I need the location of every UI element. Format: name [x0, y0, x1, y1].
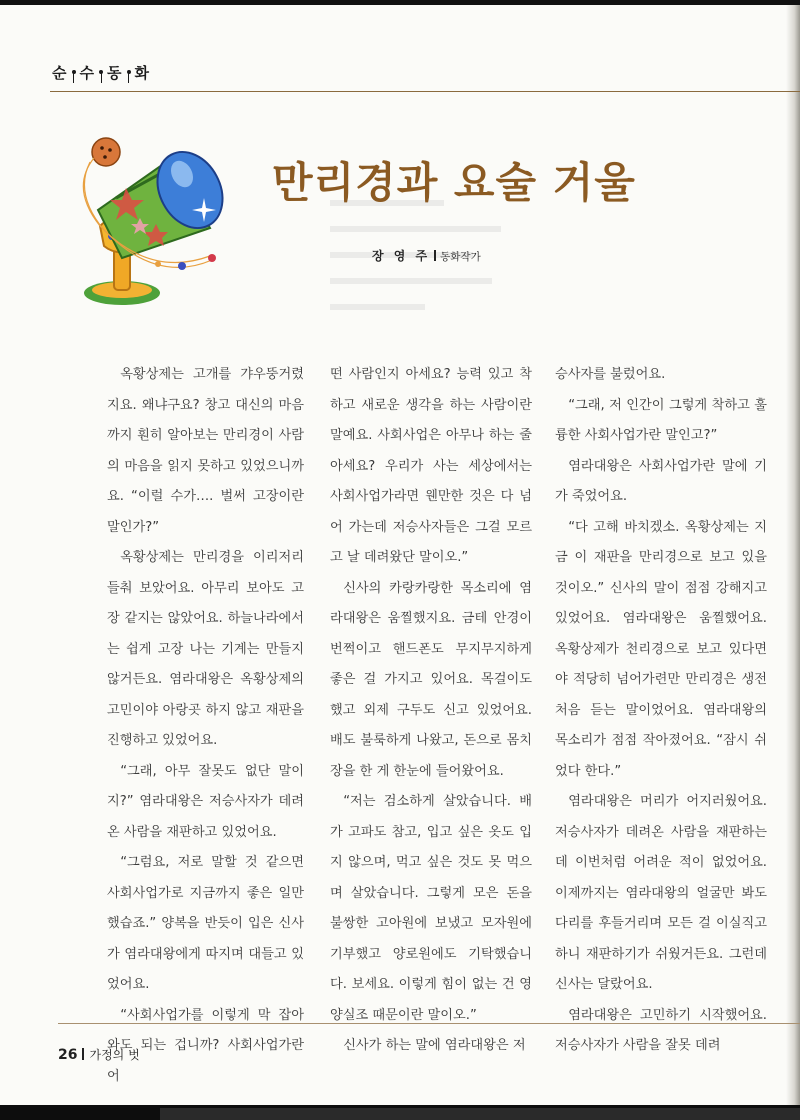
header-rule [50, 91, 800, 92]
paragraph: 옥황상제는 만리경을 이리저리 들춰 보았어요. 아무리 보아도 고장 같지는 않았어요. 하늘나라에서는 쉽게 고장 나는 기계는 만들지 않거든요. 염라대왕은 옥황상제의 고민이야 아랑곳 하지 않고 재판을 진행하고 있었어요. [107, 550, 304, 748]
section-char: 동 [107, 64, 123, 82]
author-role: 동화작가 [440, 251, 481, 263]
page-footer [58, 1046, 140, 1063]
show-through-text [330, 200, 520, 340]
paragraph: 염라대왕은 머리가 어지러웠어요. 저승사자가 데려온 사람을 재판하는 데 이번처럼 어려운 적이 없었어요. 이제까지는 염라대왕의 얼굴만 봐도 다리를 후들거리며 모든 걸 이실직고하니 재판하기가 쉬웠거든요. 그런데 신사는 달랐어요. [555, 794, 767, 992]
paragraph: 신사의 카랑카랑한 목소리에 염라대왕은 움찔했지요. 금테 안경이 번쩍이고 핸드폰도 무지무지하게 좋은 걸 가지고 있어요. 목걸이도 했고 외제 구두도 신고 있었어요. 배도 불룩하게 나왔고, 돈으로 몸치장을 한 게 한눈에 들어왔어요. [330, 580, 532, 779]
article-title: 만리경과 요술 거울 [272, 158, 636, 207]
article-column-2 [330, 360, 532, 1062]
scan-strip [160, 1108, 800, 1120]
dot-divider-icon [68, 67, 80, 81]
paragraph: “사회사업가를 이렇게 막 잡아와도 되는 겁니까? 사회사업가란 어 [107, 1007, 304, 1084]
magazine-name: 가정의 벗 [89, 1048, 140, 1062]
dot-divider-icon [123, 67, 135, 81]
article-column-3 [555, 360, 767, 1062]
paragraph: “저는 검소하게 살았습니다. 배가 고파도 참고, 입고 싶은 옷도 입지 않으며, 먹고 싶은 것도 못 먹으며 살았습니다. 그렇게 모은 돈을 불쌍한 고아원에 보냈고 모자원에 기부했고 양로원에도 기탁했습니다. 보세요. 이렇게 힘이 없는 건 영양실조 때문이란 말이오.” [330, 794, 532, 1023]
section-char: 수 [79, 64, 95, 82]
scan-border [0, 1105, 800, 1120]
section-char: 순 [52, 64, 68, 82]
paragraph: 신사가 하는 말에 염라대왕은 저 [343, 1038, 526, 1053]
page-edge-shadow [786, 5, 800, 1105]
paragraph: “다 고해 바치겠소. 옥황상제는 지금 이 재판을 만리경으로 보고 있을 것이오.” 신사의 말이 점점 강해지고 있었어요. 염라대왕은 움찔했어요. 옥황상제가 천리경으로 보고 있다면야 적당히 넘어가련만 만리경은 생전 처음 듣는 말이었어요. 염라대왕의 목소리가 점점 작아졌어요. “잠시 쉬었다 한다.” [555, 519, 767, 779]
author-name: 장 영 주 [372, 249, 431, 263]
byline-separator [434, 250, 436, 261]
footer-rule [58, 1023, 800, 1024]
paragraph: 옥황상제는 고개를 갸우뚱거렸지요. 왜냐구요? 창고 대신의 마음까지 훤히 알아보는 만리경이 사람의 마음을 읽지 못하고 있었으니까요. “이럴 수가…. 벌써 고장이란 말인가?” [107, 367, 304, 535]
page-number: 26 [58, 1047, 78, 1063]
byline [372, 247, 481, 264]
section-label [52, 62, 150, 83]
telescope-icon [60, 128, 230, 313]
article-column-1 [107, 360, 304, 1092]
paragraph: “그럼요, 저로 말할 것 같으면 사회사업가로 지금까지 좋은 일만 했습죠.” 양복을 반듯이 입은 신사가 염라대왕에게 따지며 대들고 있었어요. [107, 855, 304, 992]
paragraph: 떤 사람인지 아세요? 능력 있고 착하고 새로운 생각을 하는 사람이란 말예요. 사회사업은 아무나 하는 줄 아세요? 우리가 사는 세상에서는 사회사업가라면 웬만한 것은 다 넘어 가는데 저승사자들은 그걸 모르고 날 데려왔단 말이오.” [330, 367, 532, 565]
paragraph: “그래, 아무 잘못도 없단 말이지?” 염라대왕은 저승사자가 데려온 사람을 재판하고 있었어요. [107, 763, 304, 840]
footer-separator [82, 1048, 84, 1060]
section-char: 화 [134, 64, 150, 82]
dot-divider-icon [95, 67, 107, 81]
paragraph: “그래, 저 인간이 그렇게 착하고 훌륭한 사회사업가란 말인고?” [555, 397, 767, 443]
paragraph: 염라대왕은 고민하기 시작했어요. 저승사자가 사람을 잘못 데려 [555, 1007, 767, 1053]
paragraph: 염라대왕은 사회사업가란 말에 기가 죽었어요. [555, 458, 767, 504]
paragraph: 승사자를 불렀어요. [555, 367, 666, 382]
